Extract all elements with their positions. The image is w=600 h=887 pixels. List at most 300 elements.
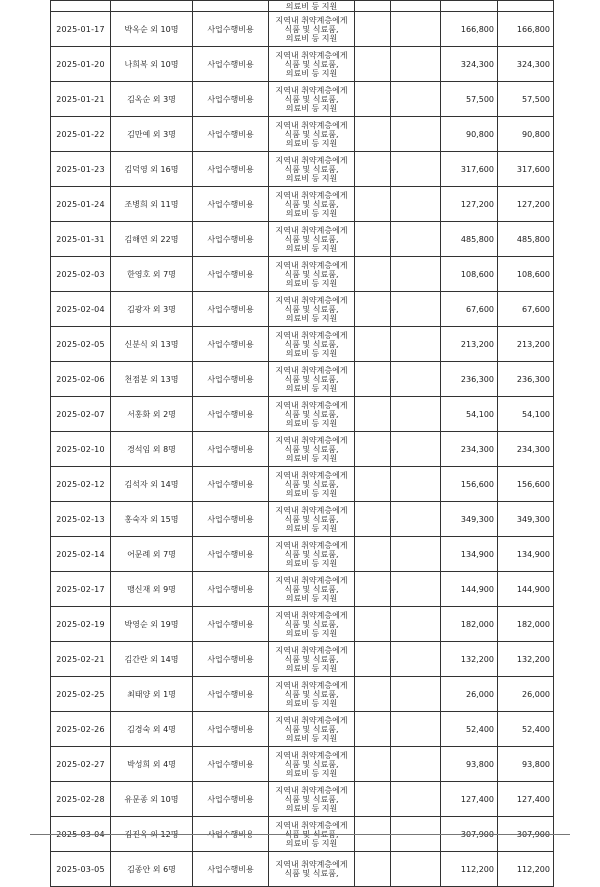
cell-blank	[391, 502, 441, 537]
description-line: 의료비 등 지원	[285, 208, 338, 218]
cell-blank	[391, 1, 441, 12]
description-line: 의료비 등 지원	[285, 593, 338, 603]
table-row	[51, 432, 554, 467]
description-line: 지역내 취약계층에게	[275, 260, 348, 270]
cell-amount: 112,200	[441, 852, 498, 887]
cell-category: 사업수행비용	[193, 572, 269, 607]
cell-date: 2025-02-10	[51, 432, 111, 467]
cell-recipient: 김간란 외 14명	[111, 642, 193, 677]
description-line: 식품 및 식료품,	[284, 59, 339, 69]
cell-amount: 108,600	[441, 257, 498, 292]
cell-blank	[391, 222, 441, 257]
cell-date: 2025-02-27	[51, 747, 111, 782]
cell-description	[269, 502, 355, 537]
cell-amount: 57,500	[441, 82, 498, 117]
description-line: 식품 및 식료품,	[284, 129, 339, 139]
cell-amount: 182,000	[441, 607, 498, 642]
cell-blank	[51, 1, 111, 12]
cell-recipient: 박성희 외 4명	[111, 747, 193, 782]
cell-category: 사업수행비용	[193, 397, 269, 432]
cell-date: 2025-01-20	[51, 47, 111, 82]
cell-date: 2025-02-07	[51, 397, 111, 432]
description-line: 의료비 등 지원	[285, 173, 338, 183]
description-line: 식품 및 식료품,	[284, 339, 339, 349]
description-line: 식품 및 식료품,	[284, 724, 339, 734]
description-line: 지역내 취약계층에게	[275, 540, 348, 550]
description-line: 식품 및 식료품,	[284, 829, 339, 839]
description-line: 의료비 등 지원	[285, 68, 338, 78]
cell-total: 127,200	[498, 187, 554, 222]
cell-blank	[355, 327, 391, 362]
cell-date: 2025-02-05	[51, 327, 111, 362]
cell-category: 사업수행비용	[193, 187, 269, 222]
cell-category: 사업수행비용	[193, 12, 269, 47]
table-row-continued	[51, 1, 554, 12]
cell-total: 26,000	[498, 677, 554, 712]
description-line: 의료비 등 지원	[285, 523, 338, 533]
cell-blank	[391, 187, 441, 222]
cell-date: 2025-01-22	[51, 117, 111, 152]
description-line: 지역내 취약계층에게	[275, 505, 348, 515]
description-line: 지역내 취약계층에게	[275, 820, 348, 830]
cell-date: 2025-02-13	[51, 502, 111, 537]
cell-recipient: 김옥순 외 3명	[111, 82, 193, 117]
cell-date: 2025-01-17	[51, 12, 111, 47]
cell-blank	[355, 852, 391, 887]
cell-date: 2025-03-04	[51, 817, 111, 852]
cell-description	[269, 642, 355, 677]
cell-category: 사업수행비용	[193, 747, 269, 782]
cell-recipient: 조병희 외 11명	[111, 187, 193, 222]
cell-amount: 317,600	[441, 152, 498, 187]
cell-date: 2025-02-21	[51, 642, 111, 677]
cell-blank	[355, 747, 391, 782]
description-line: 의료비 등 지원	[285, 663, 338, 673]
cell-category: 사업수행비용	[193, 782, 269, 817]
cell-date: 2025-02-12	[51, 467, 111, 502]
cell-total: 317,600	[498, 152, 554, 187]
cell-category: 사업수행비용	[193, 467, 269, 502]
table-row	[51, 397, 554, 432]
cell-total: 213,200	[498, 327, 554, 362]
cell-amount: 93,800	[441, 747, 498, 782]
description-line: 의료비 등 지원	[285, 628, 338, 638]
description-line: 식품 및 식료품,	[284, 869, 339, 878]
cell-blank	[391, 327, 441, 362]
cell-recipient: 김광자 외 3명	[111, 292, 193, 327]
cell-blank	[391, 47, 441, 82]
table-row	[51, 12, 554, 47]
cell-category: 사업수행비용	[193, 537, 269, 572]
cell-date: 2025-01-24	[51, 187, 111, 222]
description-line: 식품 및 식료품,	[284, 24, 339, 34]
cell-total: 349,300	[498, 502, 554, 537]
cell-blank	[391, 607, 441, 642]
description-line: 식품 및 식료품,	[284, 444, 339, 454]
cell-blank	[355, 292, 391, 327]
cell-recipient: 홍숙자 외 15명	[111, 502, 193, 537]
cell-total: 182,000	[498, 607, 554, 642]
table-row	[51, 327, 554, 362]
description-line: 의료비 등 지원	[285, 278, 338, 288]
description-line: 지역내 취약계층에게	[275, 750, 348, 760]
table-row	[51, 187, 554, 222]
cell-recipient: 신분식 외 13명	[111, 327, 193, 362]
cell-blank	[355, 47, 391, 82]
description-line: 의료비 등 지원	[285, 453, 338, 463]
cell-date: 2025-02-28	[51, 782, 111, 817]
cell-date: 2025-03-05	[51, 852, 111, 887]
cell-blank	[355, 712, 391, 747]
cell-blank	[391, 852, 441, 887]
description-line: 지역내 취약계층에게	[275, 155, 348, 165]
description-line: 식품 및 식료품,	[284, 794, 339, 804]
cell-description	[269, 677, 355, 712]
cell-blank	[391, 257, 441, 292]
cell-blank	[355, 152, 391, 187]
table-row	[51, 152, 554, 187]
cell-blank	[391, 12, 441, 47]
cell-recipient: 유문종 외 10명	[111, 782, 193, 817]
description-line: 의료비 등 지원	[285, 33, 338, 43]
cell-blank	[355, 677, 391, 712]
cell-category: 사업수행비용	[193, 502, 269, 537]
cell-blank	[391, 782, 441, 817]
cell-blank	[355, 572, 391, 607]
cell-blank	[355, 642, 391, 677]
cell-category: 사업수행비용	[193, 327, 269, 362]
cell-amount: 349,300	[441, 502, 498, 537]
description-line: 지역내 취약계층에게	[275, 435, 348, 445]
cell-amount: 485,800	[441, 222, 498, 257]
cell-amount: 324,300	[441, 47, 498, 82]
cell-amount: 90,800	[441, 117, 498, 152]
description-line: 지역내 취약계층에게	[275, 365, 348, 375]
description-line: 식품 및 식료품,	[284, 234, 339, 244]
description-line: 의료비 등 지원	[285, 313, 338, 323]
cell-total: 112,200	[498, 852, 554, 887]
cell-blank	[355, 607, 391, 642]
description-line: 식품 및 식료품,	[284, 514, 339, 524]
cell-description	[269, 572, 355, 607]
cell-blank	[391, 712, 441, 747]
cell-category: 사업수행비용	[193, 47, 269, 82]
cell-blank	[355, 502, 391, 537]
description-line: 지역내 취약계층에게	[275, 785, 348, 795]
cell-amount: 234,300	[441, 432, 498, 467]
cell-description	[269, 222, 355, 257]
cell-date: 2025-02-26	[51, 712, 111, 747]
description-line: 지역내 취약계층에게	[275, 190, 348, 200]
cell-recipient: 김종안 외 6명	[111, 852, 193, 887]
cell-date: 2025-02-03	[51, 257, 111, 292]
cell-blank	[391, 642, 441, 677]
table-row	[51, 747, 554, 782]
cell-amount: 307,900	[441, 817, 498, 852]
cell-blank	[355, 1, 391, 12]
cell-blank	[391, 747, 441, 782]
cell-description	[269, 292, 355, 327]
description-line: 식품 및 식료품,	[284, 549, 339, 559]
description-line: 지역내 취약계층에게	[275, 330, 348, 340]
cell-date: 2025-02-06	[51, 362, 111, 397]
cell-amount: 127,200	[441, 187, 498, 222]
cell-blank	[111, 1, 193, 12]
cell-description-continued: 의료비 등 지원	[269, 1, 355, 12]
cell-category: 사업수행비용	[193, 432, 269, 467]
description-line: 지역내 취약계층에게	[275, 15, 348, 25]
cell-description	[269, 607, 355, 642]
cell-description	[269, 117, 355, 152]
cell-recipient: 서홍화 외 2명	[111, 397, 193, 432]
cell-total: 166,800	[498, 12, 554, 47]
ledger-body	[51, 1, 554, 887]
description-line: 의료비 등 지원	[285, 803, 338, 813]
description-line: 의료비 등 지원	[285, 698, 338, 708]
description-line: 의료비 등 지원	[285, 103, 338, 113]
description-line: 식품 및 식료품,	[284, 304, 339, 314]
cell-amount: 236,300	[441, 362, 498, 397]
cell-total: 90,800	[498, 117, 554, 152]
cell-recipient: 김진옥 외 12명	[111, 817, 193, 852]
cell-description	[269, 12, 355, 47]
cell-blank	[355, 397, 391, 432]
description-line: 식품 및 식료품,	[284, 164, 339, 174]
cell-total: 485,800	[498, 222, 554, 257]
description-line: 의료비 등 지원	[285, 768, 338, 778]
description-line: 식품 및 식료품,	[284, 94, 339, 104]
cell-blank	[355, 362, 391, 397]
description-line: 지역내 취약계층에게	[275, 120, 348, 130]
description-line: 지역내 취약계층에게	[275, 470, 348, 480]
table-row	[51, 292, 554, 327]
description-line: 지역내 취약계층에게	[275, 860, 348, 869]
cell-blank	[391, 677, 441, 712]
cell-amount: 54,100	[441, 397, 498, 432]
description-line: 의료비 등 지원	[285, 138, 338, 148]
cell-total: 307,900	[498, 817, 554, 852]
cell-blank	[355, 467, 391, 502]
cell-description	[269, 327, 355, 362]
cell-recipient: 김경숙 외 4명	[111, 712, 193, 747]
cell-category: 사업수행비용	[193, 362, 269, 397]
table-row	[51, 467, 554, 502]
description-line: 의료비 등 지원	[285, 558, 338, 568]
cell-blank	[355, 117, 391, 152]
cell-description	[269, 187, 355, 222]
cell-description	[269, 467, 355, 502]
cell-date: 2025-02-25	[51, 677, 111, 712]
description-line: 지역내 취약계층에게	[275, 575, 348, 585]
description-line: 식품 및 식료품,	[284, 654, 339, 664]
cell-description	[269, 397, 355, 432]
table-row	[51, 712, 554, 747]
cell-description	[269, 47, 355, 82]
description-line: 의료비 등 지원	[285, 488, 338, 498]
description-line: 의료비 등 지원	[285, 348, 338, 358]
cell-description	[269, 432, 355, 467]
cell-recipient: 김해연 외 22명	[111, 222, 193, 257]
cell-category: 사업수행비용	[193, 82, 269, 117]
cell-blank	[391, 572, 441, 607]
cell-total: 52,400	[498, 712, 554, 747]
cell-recipient: 경석임 외 8명	[111, 432, 193, 467]
cell-amount: 132,200	[441, 642, 498, 677]
cell-recipient: 박옥순 외 10명	[111, 12, 193, 47]
cell-date: 2025-02-04	[51, 292, 111, 327]
cell-total: 236,300	[498, 362, 554, 397]
cell-blank	[355, 187, 391, 222]
cell-blank	[391, 362, 441, 397]
cell-recipient: 한영호 외 7명	[111, 257, 193, 292]
cell-total: 234,300	[498, 432, 554, 467]
cell-date: 2025-01-31	[51, 222, 111, 257]
ledger-page	[50, 0, 553, 887]
description-line: 식품 및 식료품,	[284, 479, 339, 489]
table-row	[51, 572, 554, 607]
description-line: 식품 및 식료품,	[284, 759, 339, 769]
cell-total: 324,300	[498, 47, 554, 82]
table-row	[51, 852, 554, 887]
cell-recipient: 최태양 외 1명	[111, 677, 193, 712]
cell-amount: 52,400	[441, 712, 498, 747]
cell-blank	[391, 432, 441, 467]
cell-blank	[391, 397, 441, 432]
description-line: 의료비 등 지원	[285, 838, 338, 848]
description-line: 지역내 취약계층에게	[275, 50, 348, 60]
cell-total: 93,800	[498, 747, 554, 782]
cell-date: 2025-02-19	[51, 607, 111, 642]
cell-amount: 213,200	[441, 327, 498, 362]
cell-category: 사업수행비용	[193, 642, 269, 677]
cell-blank	[355, 782, 391, 817]
cell-category: 사업수행비용	[193, 222, 269, 257]
cell-blank	[355, 12, 391, 47]
cell-category: 사업수행비용	[193, 677, 269, 712]
description-line: 의료비 등 지원	[285, 383, 338, 393]
expense-ledger-table	[50, 0, 554, 887]
cell-recipient: 천점분 외 13명	[111, 362, 193, 397]
cell-amount: 127,400	[441, 782, 498, 817]
cell-category: 사업수행비용	[193, 712, 269, 747]
cell-recipient: 김만예 외 3명	[111, 117, 193, 152]
cell-blank	[355, 432, 391, 467]
cell-total: 57,500	[498, 82, 554, 117]
cell-date: 2025-02-14	[51, 537, 111, 572]
cell-amount: 134,900	[441, 537, 498, 572]
cell-blank	[355, 222, 391, 257]
cell-description	[269, 257, 355, 292]
cell-category: 사업수행비용	[193, 852, 269, 887]
description-line: 식품 및 식료품,	[284, 269, 339, 279]
cell-blank	[193, 1, 269, 12]
cell-total: 132,200	[498, 642, 554, 677]
cell-description	[269, 82, 355, 117]
cell-blank	[391, 537, 441, 572]
cell-blank	[391, 117, 441, 152]
description-line: 식품 및 식료품,	[284, 374, 339, 384]
description-line: 지역내 취약계층에게	[275, 400, 348, 410]
cell-amount: 166,800	[441, 12, 498, 47]
cell-total: 67,600	[498, 292, 554, 327]
cell-blank	[355, 82, 391, 117]
cell-blank	[391, 152, 441, 187]
cell-date: 2025-02-17	[51, 572, 111, 607]
cell-description	[269, 537, 355, 572]
cell-category: 사업수행비용	[193, 817, 269, 852]
cell-recipient: 나희복 외 10명	[111, 47, 193, 82]
cell-recipient: 박영순 외 19명	[111, 607, 193, 642]
cell-amount: 67,600	[441, 292, 498, 327]
table-row	[51, 257, 554, 292]
table-row	[51, 362, 554, 397]
cell-recipient: 김덕영 외 16명	[111, 152, 193, 187]
description-line: 의료비 등 지원	[285, 418, 338, 428]
table-row	[51, 782, 554, 817]
cell-recipient: 김석자 외 14명	[111, 467, 193, 502]
table-row	[51, 222, 554, 257]
cell-category: 사업수행비용	[193, 152, 269, 187]
cell-category: 사업수행비용	[193, 257, 269, 292]
description-line: 지역내 취약계층에게	[275, 295, 348, 305]
footer-rule	[30, 834, 570, 835]
cell-blank	[355, 257, 391, 292]
table-row	[51, 537, 554, 572]
description-line: 지역내 취약계층에게	[275, 715, 348, 725]
description-line: 식품 및 식료품,	[284, 409, 339, 419]
cell-description	[269, 782, 355, 817]
cell-blank	[391, 467, 441, 502]
cell-date: 2025-01-21	[51, 82, 111, 117]
cell-category: 사업수행비용	[193, 292, 269, 327]
cell-description	[269, 747, 355, 782]
cell-blank	[391, 82, 441, 117]
table-row	[51, 117, 554, 152]
description-line: 식품 및 식료품,	[284, 584, 339, 594]
cell-recipient: 어문례 외 7명	[111, 537, 193, 572]
table-row	[51, 642, 554, 677]
cell-blank	[355, 537, 391, 572]
description-line: 지역내 취약계층에게	[275, 680, 348, 690]
description-line: 식품 및 식료품,	[284, 689, 339, 699]
description-line: 식품 및 식료품,	[284, 199, 339, 209]
cell-total: 127,400	[498, 782, 554, 817]
description-line: 의료비 등 지원	[285, 733, 338, 743]
description-line: 지역내 취약계층에게	[275, 85, 348, 95]
cell-amount: 144,900	[441, 572, 498, 607]
description-line: 의료비 등 지원	[285, 243, 338, 253]
cell-category: 사업수행비용	[193, 607, 269, 642]
cell-blank	[441, 1, 498, 12]
cell-total: 156,600	[498, 467, 554, 502]
description-line: 지역내 취약계층에게	[275, 225, 348, 235]
cell-date: 2025-01-23	[51, 152, 111, 187]
table-row	[51, 47, 554, 82]
cell-total: 108,600	[498, 257, 554, 292]
cell-recipient: 맹신재 외 9명	[111, 572, 193, 607]
table-row	[51, 82, 554, 117]
cell-category: 사업수행비용	[193, 117, 269, 152]
cell-description	[269, 712, 355, 747]
description-line: 식품 및 식료품,	[284, 619, 339, 629]
cell-total: 54,100	[498, 397, 554, 432]
cell-description	[269, 362, 355, 397]
description-line: 지역내 취약계층에게	[275, 645, 348, 655]
description-line: 지역내 취약계층에게	[275, 610, 348, 620]
cell-amount: 156,600	[441, 467, 498, 502]
cell-amount: 26,000	[441, 677, 498, 712]
cell-description	[269, 152, 355, 187]
